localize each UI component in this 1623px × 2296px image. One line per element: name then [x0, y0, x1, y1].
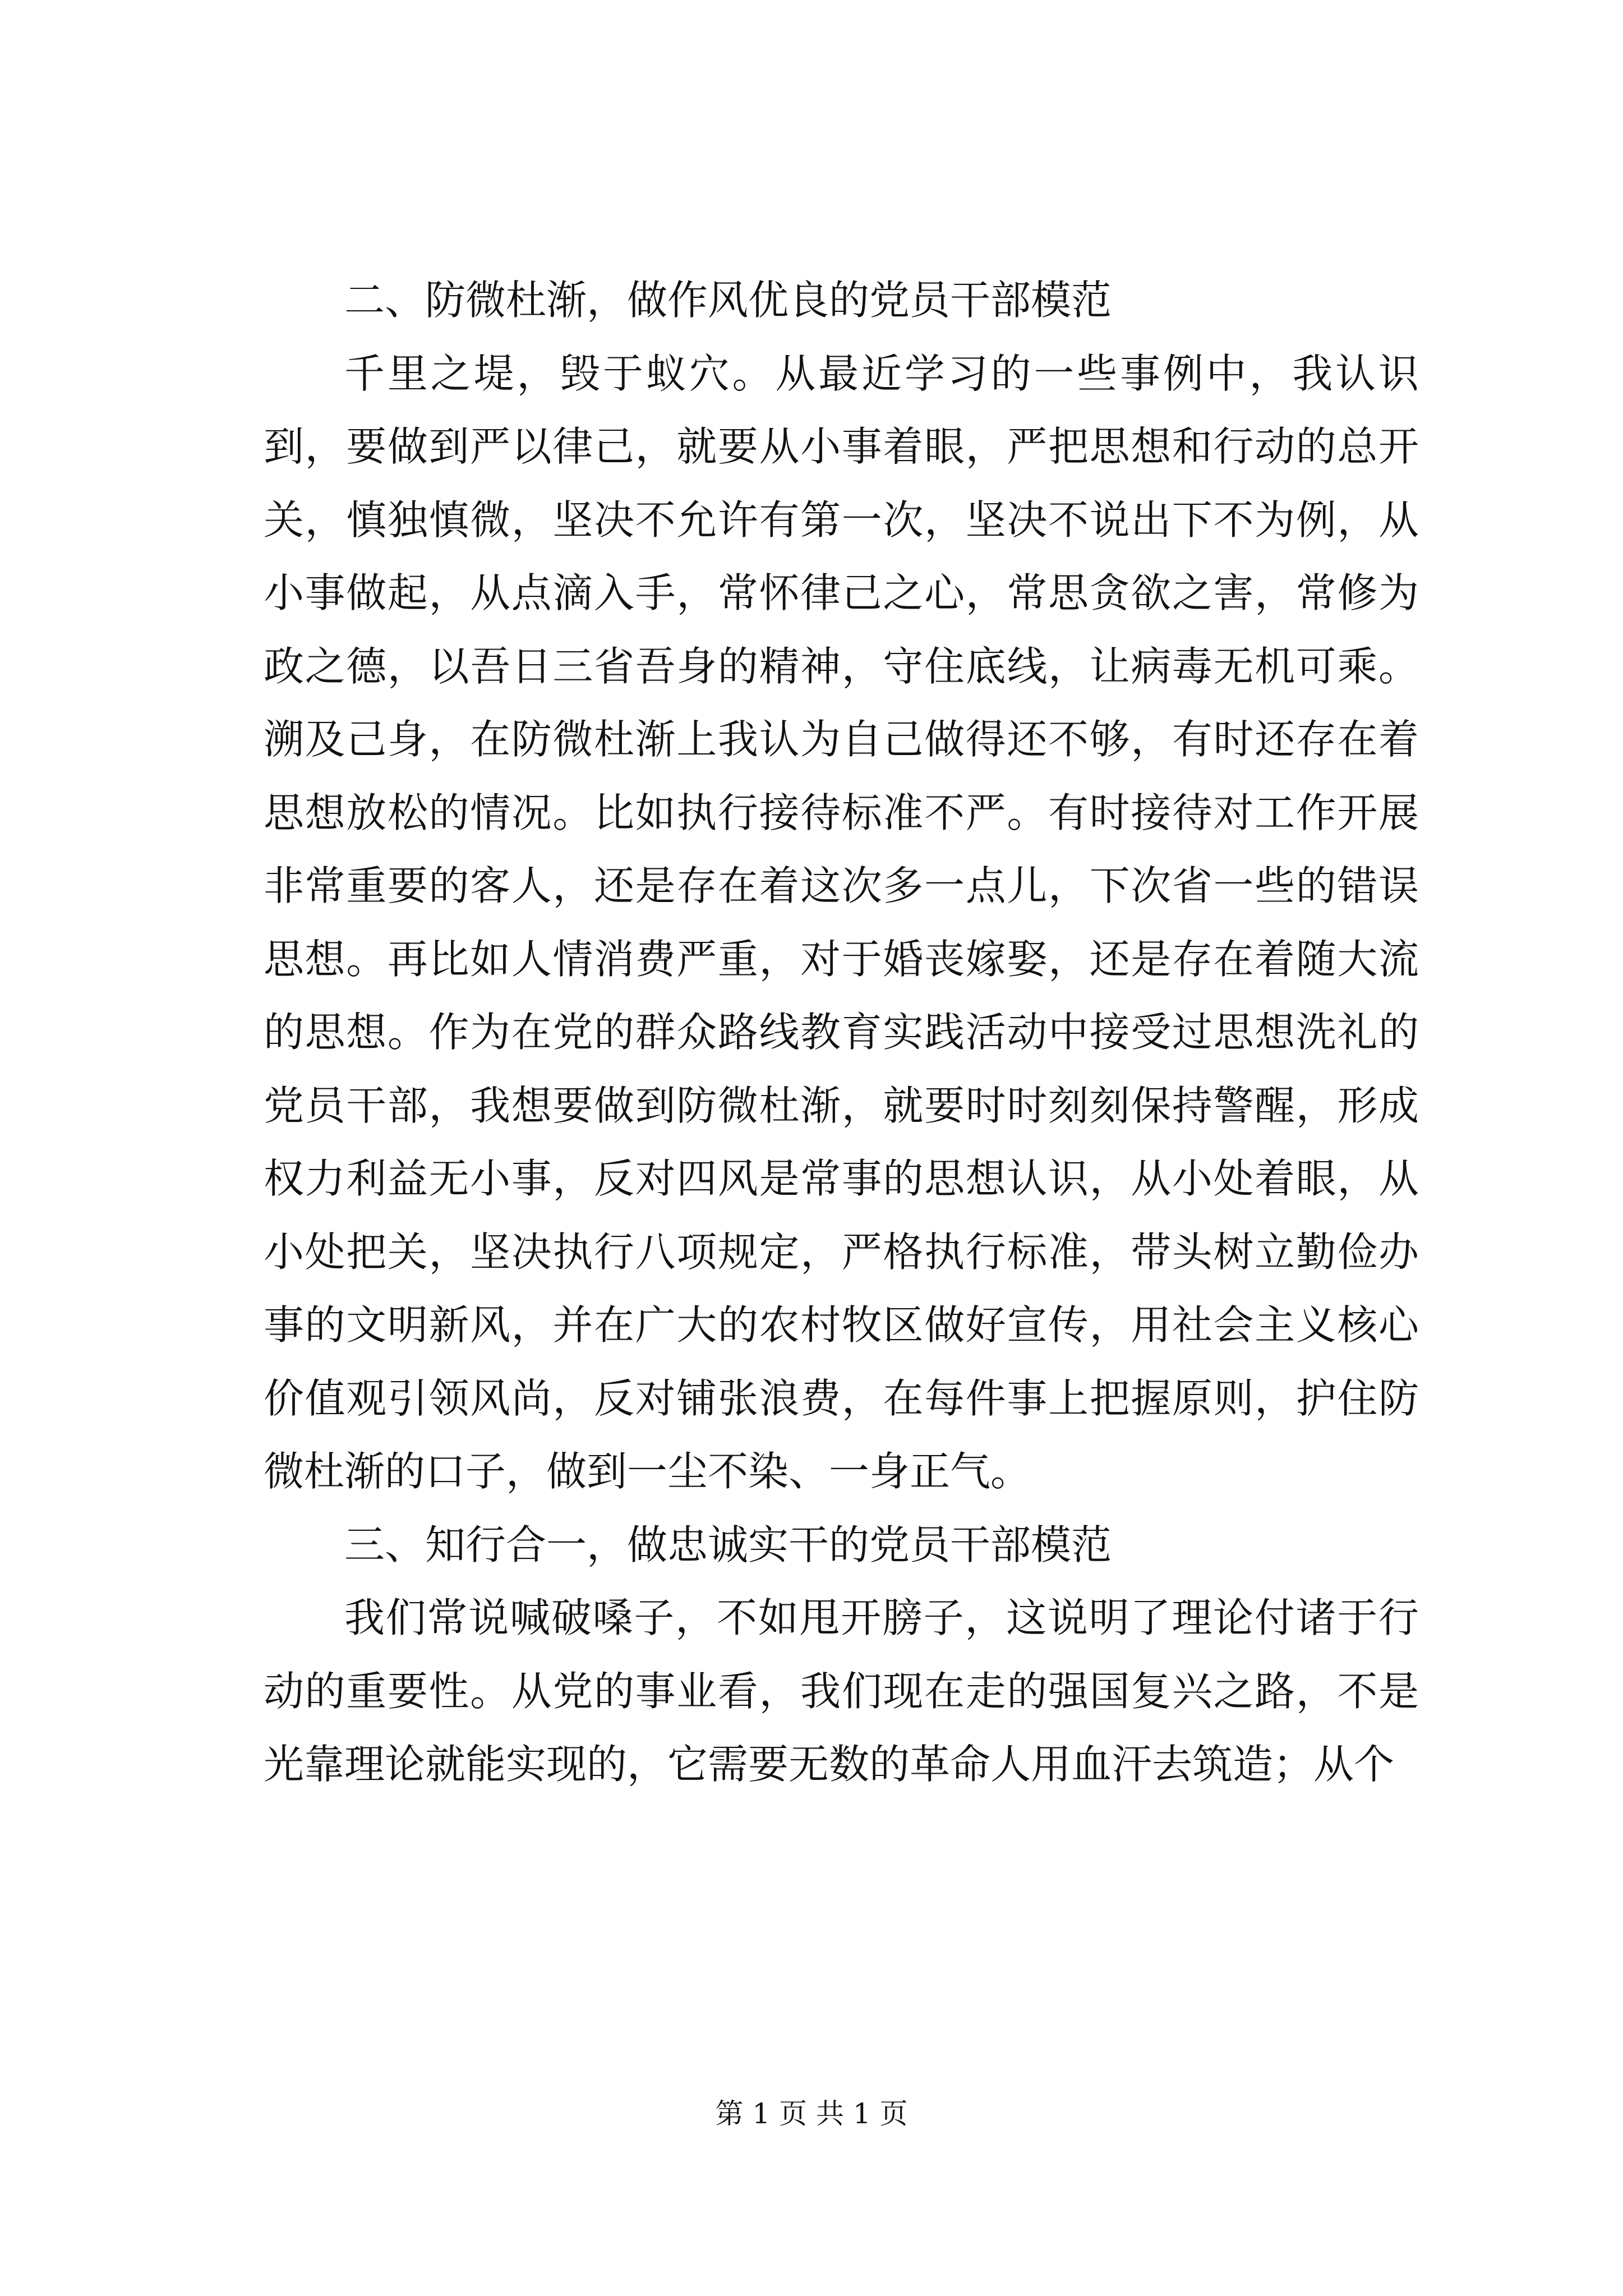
section-heading-3: 三、知行合一，做忠诚实干的党员干部模范 [344, 1521, 1112, 1568]
paragraph-3: 我们常说喊破嗓子，不如甩开膀子，这说明了理论付诸于行动的重要性。从党的事业看，我们现在走的强国复兴之路，不是光靠理论就能实现的，它需要无数的革命人用血汗去筑造；从个 [264, 1594, 1419, 1788]
paragraph-2: 千里之堤，毁于蚁穴。从最近学习的一些事例中，我认识到，要做到严以律己，就要从小事着眼，严把思想和行动的总开关，慎独慎微，坚决不允许有第一次，坚决不说出下不为例，从小事做起，从点滴入手，常怀律己之心，常思贪欲之害，常修为政之德，以吾日三省吾身的精神，守住底线，让病毒无机可乘。溯及己身，在防微杜渐上我认为自己做得还不够，有时还存在着思想放松的情况。比如执行接待标准不严。有时接待对工作开展非常重要的客人，还是存在着这次多一点儿，下次省一些的错误思想。再比如人情消费严重，对于婚丧嫁娶，还是存在着随大流的思想。作为在党的群众路线教育实践活动中接受过思想洗礼的党员干部，我想要做到防微杜渐，就要时时刻刻保持警醒，形成权力利益无小事，反对四风是常事的思想认识，从小处着眼，从小处把关，坚决执行八项规定，严格执行标准，带头树立勤俭办事的文明新风，并在广大的农村牧区做好宣传，用社会主义核心价值观引领风尚，反对铺张浪费，在每件事上把握原则，护住防微杜渐的口子，做到一尘不染、一身正气。 [264, 349, 1419, 1495]
page-footer: 第 1 页 共 1 页 [715, 2097, 908, 2130]
document-body [264, 264, 1419, 1801]
section-heading-2: 二、防微杜渐，做作风优良的党员干部模范 [344, 277, 1112, 324]
